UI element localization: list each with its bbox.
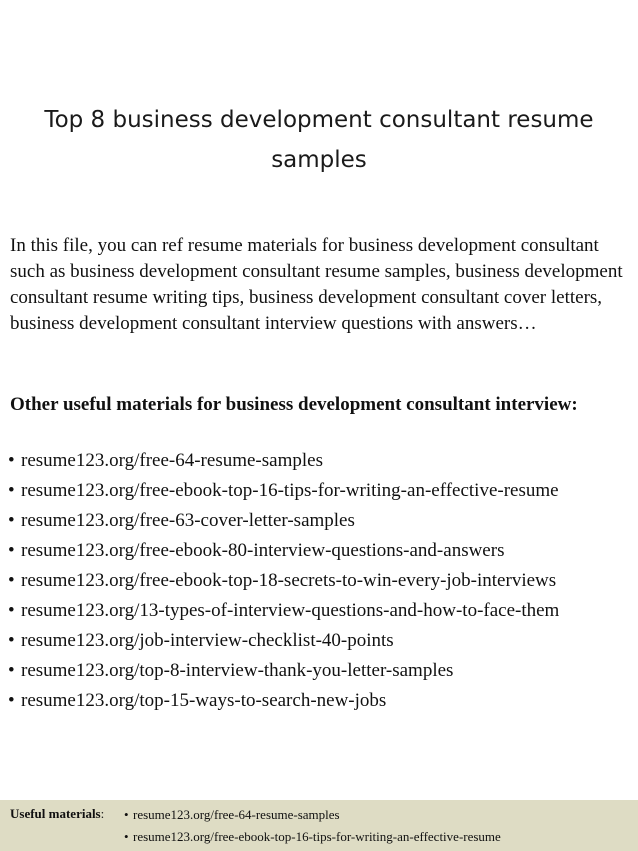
footer-label-text: Useful materials (10, 806, 101, 821)
list-item (124, 806, 501, 828)
list-item (8, 476, 636, 506)
resource-link[interactable]: resume123.org/free-63-cover-letter-samples (21, 510, 355, 531)
list-item (8, 506, 636, 536)
list-item (8, 566, 636, 596)
bullet-icon: • (8, 480, 15, 501)
bullet-icon: • (8, 660, 15, 681)
resource-link[interactable]: resume123.org/free-ebook-top-18-secrets-to-win-every-job-interviews (21, 570, 557, 591)
materials-link-list (8, 446, 636, 716)
bullet-icon: • (8, 450, 15, 471)
bullet-icon: • (8, 570, 15, 591)
footer-label (10, 806, 104, 822)
bullet-icon: • (8, 630, 15, 651)
bullet-icon: • (124, 829, 129, 844)
bullet-icon: • (8, 540, 15, 561)
document-title: Top 8 business development consultant resume samples (44, 107, 594, 173)
bullet-icon: • (8, 690, 15, 711)
footer-link[interactable]: resume123.org/free-64-resume-samples (133, 807, 340, 822)
list-item (8, 656, 636, 686)
resource-link[interactable]: resume123.org/top-8-interview-thank-you-letter-samples (21, 660, 454, 681)
footer-label-colon: : (100, 806, 105, 821)
resource-link[interactable]: resume123.org/job-interview-checklist-40-points (21, 630, 394, 651)
list-item (8, 596, 636, 626)
list-item (8, 686, 636, 716)
list-item (124, 828, 501, 850)
useful-materials-footer (0, 800, 638, 851)
bullet-icon: • (124, 807, 129, 822)
resource-link[interactable]: resume123.org/13-types-of-interview-questions-and-how-to-face-them (21, 600, 560, 621)
resource-link[interactable]: resume123.org/free-64-resume-samples (21, 450, 323, 471)
intro-paragraph: In this file, you can ref resume materials for business development consultant such as business development consultant resume samples, business development consultant resume writing tips, business development consultant cover letters, business development consultant interview questions with answers… (10, 235, 623, 334)
bullet-icon: • (8, 510, 15, 531)
list-item (8, 626, 636, 656)
list-item (8, 446, 636, 476)
footer-link-list (124, 806, 501, 850)
resource-link[interactable]: resume123.org/top-15-ways-to-search-new-jobs (21, 690, 387, 711)
bullet-icon: • (8, 600, 15, 621)
resource-link[interactable]: resume123.org/free-ebook-top-16-tips-for-writing-an-effective-resume (21, 480, 559, 501)
list-item (8, 536, 636, 566)
other-materials-heading: Other useful materials for business development consultant interview: (10, 394, 578, 415)
footer-link[interactable]: resume123.org/free-ebook-top-16-tips-for-writing-an-effective-resume (133, 829, 501, 844)
resource-link[interactable]: resume123.org/free-ebook-80-interview-questions-and-answers (21, 540, 505, 561)
